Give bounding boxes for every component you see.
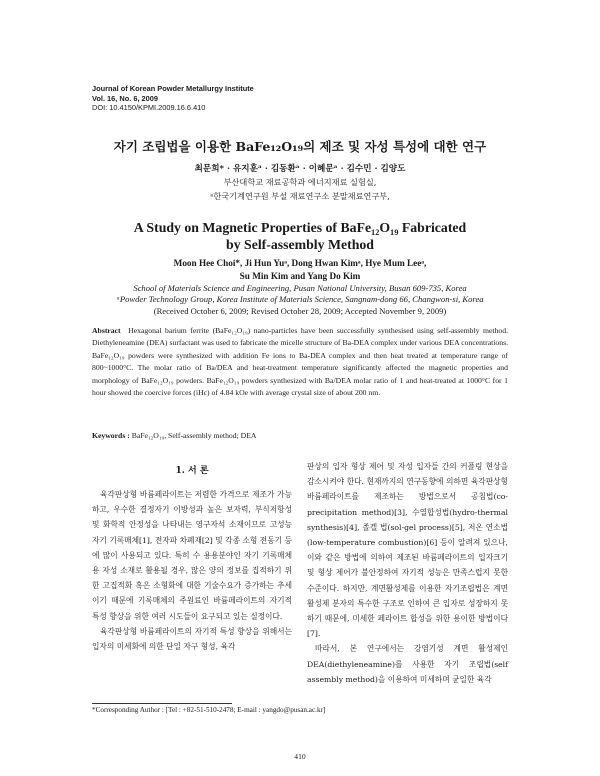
english-authors <box>0 257 600 282</box>
body-column-right <box>307 459 508 687</box>
journal-doi: DOI: 10.4150/KPMI.2009.16.6.410 <box>92 103 206 113</box>
korean-affiliation-2: ᵃ한국기계연구원 부설 재료연구소 분말재료연구부, <box>210 191 390 201</box>
korean-authors: 최문희* · 유지훈ᵃ · 김동환ᵃ · 이혜문ᵃ · 김수민 · 김양도 <box>194 164 406 174</box>
journal-header <box>92 84 254 113</box>
english-title-line-1: A Study on Magnetic Properties of BaFe₁₂O₁₉ Fabricated <box>133 220 467 235</box>
english-authors-line-2: Su Min Kim and Yang Do Kim <box>239 270 361 281</box>
page-number: 410 <box>294 752 306 761</box>
body-column-left <box>92 487 292 654</box>
keywords-text: BaFe₁₂O₁₉, Self-assembly method; DEA <box>131 431 257 440</box>
english-affiliations <box>0 283 600 305</box>
english-title-line-2: by Self-assembly Method <box>226 237 374 252</box>
corresponding-author-footnote: *Corresponding Author : [Tel : +82-51-510-2478; E-mail : yangdo@pusan.ac.kr] <box>92 706 326 714</box>
body-paragraph: 따라서, 본 연구에서는 강염기성 계면 활성제인 DEA(diethyleneamine)를 사용한 자기 조립법(self assembly method)을 이용하여 미세하며 균일한 육각 <box>307 644 508 684</box>
body-paragraph: 육각판상형 바륨페라이트의 자기적 특성 향상을 위해서는 입자의 미세화에 의한 단일 자구 형성, 육각 <box>92 626 292 652</box>
korean-affiliation-1: 부산대학교 재료공학과 에너지재료 실험실, <box>223 177 377 187</box>
english-affiliation-1: School of Materials Science and Engineering, Pusan National University, Busan 609-735, Korea <box>133 283 467 293</box>
english-title <box>0 219 600 253</box>
abstract-label: Abstract <box>92 326 121 335</box>
keywords <box>92 431 508 440</box>
footnote-divider <box>92 703 232 704</box>
abstract-text: Hexagonal barium ferrite (BaFe₁₂O₁₉) nano-particles have been successfully synthesised using self-assembly method. Diethyleneamine (DEA) surfactant was used to fabricate the micelle structure of Ba-DEA complex under various DEA concentrations. BaFe₁₂O₁₉ powders were synthesized with addition Fe ions to Ba-DEA complex and then heat treated at temperature range of 800~1000°C. The molar ratio of Ba/DEA and heat-treatment temperature significantly affected the magnetic properties and morphology of BaFe₁₂O₁₉ powders. BaFe₁₂O₁₉ powders synthesized with Ba/DEA molar ratio of 1 and heat-treated at 1000°C for 1 hour showed the coercive forces (iHc) of 4.84 kOe with average crystal size of about 200 nm. <box>92 326 509 398</box>
english-affiliation-2: ᵃPowder Technology Group, Korea Institute of Materials Science, Sangnam-dong 66, Changwon-si, Korea <box>116 294 484 304</box>
keywords-label: Keywords : <box>92 431 130 440</box>
abstract <box>92 325 508 399</box>
section-heading-introduction: 1. 서 론 <box>175 466 209 476</box>
received-dates: (Received October 6, 2009; Revised October 28, 2009; Accepted November 9, 2009) <box>153 306 447 316</box>
english-authors-line-1: Moon Hee Choi*, Ji Hun Yuᵃ, Dong Hwan Kimᵃ, Hye Mum Leeᵃ, <box>173 258 427 268</box>
korean-title: 자기 조립법을 이용한 BaFe₁₂O₁₉의 제조 및 자성 특성에 대한 연구 <box>113 139 487 154</box>
body-paragraph: 판상의 입자 형상 제어 및 자성 입자들 간의 커플링 현상을 감소시켜야 한다. 현재까지의 연구동향에 의하면 육각판상형 바륨페라이트를 제조하는 방법으로서 공침법(co-precipitation method)[3], 수열합성법(hydro-thermal synthesis)[4], 졸겔 법(sol-gel process)[5], 저온 연소법(low-temperature combustion)[6] 등이 알려져 있으나, 이와 같은 방법에 의하여 제조된 바륨페라이트의 입자크기 및 형상 제어가 불안정하여 자기적 성능은 만족스럽지 못한 수준이다. 하지만, 계면활성제를 이용한 자기조립법은 계면활성제 분자의 특수한 구조로 인하여 큰 입자로 성장하지 못하기 때문에, 미세한 페라이트 합성을 위한 용이한 방법이다[7]. <box>307 462 508 639</box>
journal-volume: Vol. 16, No. 6, 2009 <box>92 93 158 103</box>
journal-name: Journal of Korean Powder Metallurgy Institute <box>92 84 254 93</box>
body-paragraph: 육각판상형 바륨페라이트는 저렴한 가격으로 제조가 가능하고, 우수한 결정자기 이방성과 높은 보자력, 부식저항성 및 화학적 안정성을 나타내는 영구자석 소재이므로 고성능 자기 기록매체[1], 전자파 차폐재[2] 및 각종 소형 전동기 등에 많이 사용되고 있다. 특히 수 용용분야인 자기 기록매체용 자성 소재로 활용될 경우, 많은 양의 정보를 집적하기 위한 고집적화 혹은 소형화에 대한 기술수요가 증가하는 추세이기 때문에 기록매체의 주원료인 바륨페라이트의 자기적 특성 향상을 위한 여러 시도들이 요구되고 있는 실정이다. <box>92 490 292 621</box>
